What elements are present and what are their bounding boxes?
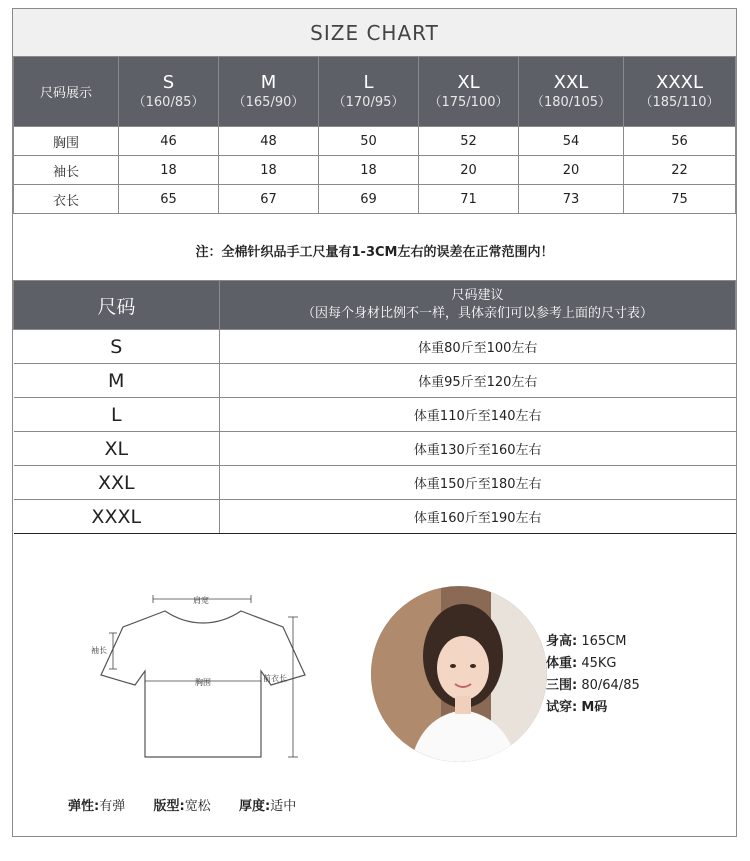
weight-cell: 体重110斤至140左右 <box>220 398 736 432</box>
table-row <box>14 432 736 466</box>
cell: 46 <box>119 127 219 156</box>
size-header-xxl: XXL （180/105） <box>519 57 624 127</box>
cell: 56 <box>624 127 736 156</box>
cell: 18 <box>219 156 319 185</box>
size-header-s: S （160/85） <box>119 57 219 127</box>
size-header-xl: XL （175/100） <box>419 57 519 127</box>
row-label: 袖长 <box>14 156 119 185</box>
size-cell: XL <box>14 432 220 466</box>
cell: 69 <box>319 185 419 214</box>
size-cell: L <box>14 398 220 432</box>
size-header-m: M （165/90） <box>219 57 319 127</box>
cell: 22 <box>624 156 736 185</box>
cell: 73 <box>519 185 624 214</box>
table-row <box>14 466 736 500</box>
table-row <box>14 500 736 534</box>
size-chart-frame <box>12 8 737 837</box>
weight-cell: 体重150斤至180左右 <box>220 466 736 500</box>
cell: 20 <box>519 156 624 185</box>
cell: 52 <box>419 127 519 156</box>
cell: 54 <box>519 127 624 156</box>
measurement-table <box>13 56 736 214</box>
table-row-length <box>14 185 736 214</box>
cell: 65 <box>119 185 219 214</box>
cell: 18 <box>119 156 219 185</box>
cell: 67 <box>219 185 319 214</box>
weight-cell: 体重130斤至160左右 <box>220 432 736 466</box>
tshirt-diagram <box>83 589 313 769</box>
cell: 20 <box>419 156 519 185</box>
table-row <box>14 364 736 398</box>
measurement-note: 注：全棉针织品手工尺量有1-3CM左右的误差在正常范围内！ <box>13 218 736 283</box>
chest-label: 胸围 <box>195 678 211 687</box>
size-advice-table <box>13 280 736 534</box>
cell: 48 <box>219 127 319 156</box>
fabric-properties: 弹性:有弹 版型:宽松 厚度:适中 <box>68 799 297 814</box>
weight-cell: 体重95斤至120左右 <box>220 364 736 398</box>
size-display-label: 尺码展示 <box>14 57 119 127</box>
page-title: SIZE CHART <box>13 9 736 57</box>
size-cell: XXXL <box>14 500 220 534</box>
cell: 75 <box>624 185 736 214</box>
table-row-chest <box>14 127 736 156</box>
size-cell: S <box>14 330 220 364</box>
table-row-sleeve <box>14 156 736 185</box>
table-row <box>14 330 736 364</box>
sleeve-label: 袖长 <box>91 646 107 655</box>
cell: 71 <box>419 185 519 214</box>
model-info: 身高: 165CM 体重: 45KG 三围: 80/64/85 试穿: M码 <box>546 634 640 715</box>
length-label: 前衣长 <box>263 674 287 683</box>
measurement-header-row <box>14 57 736 127</box>
size-header-xxxl: XXXL （185/110） <box>624 57 736 127</box>
advice-header-row <box>14 281 736 330</box>
size-header-l: L （170/95） <box>319 57 419 127</box>
size-cell: M <box>14 364 220 398</box>
row-label: 衣长 <box>14 185 119 214</box>
weight-cell: 体重160斤至190左右 <box>220 500 736 534</box>
table-row <box>14 398 736 432</box>
weight-cell: 体重80斤至100左右 <box>220 330 736 364</box>
cell: 50 <box>319 127 419 156</box>
size-cell: XXL <box>14 466 220 500</box>
size-column-header: 尺码 <box>14 281 220 330</box>
cell: 18 <box>319 156 419 185</box>
row-label: 胸围 <box>14 127 119 156</box>
model-photo <box>371 586 547 762</box>
shoulder-label: 肩宽 <box>193 596 209 605</box>
advice-column-header: 尺码建议 （因每个身材比例不一样，具体亲们可以参考上面的尺寸表） <box>220 281 736 330</box>
